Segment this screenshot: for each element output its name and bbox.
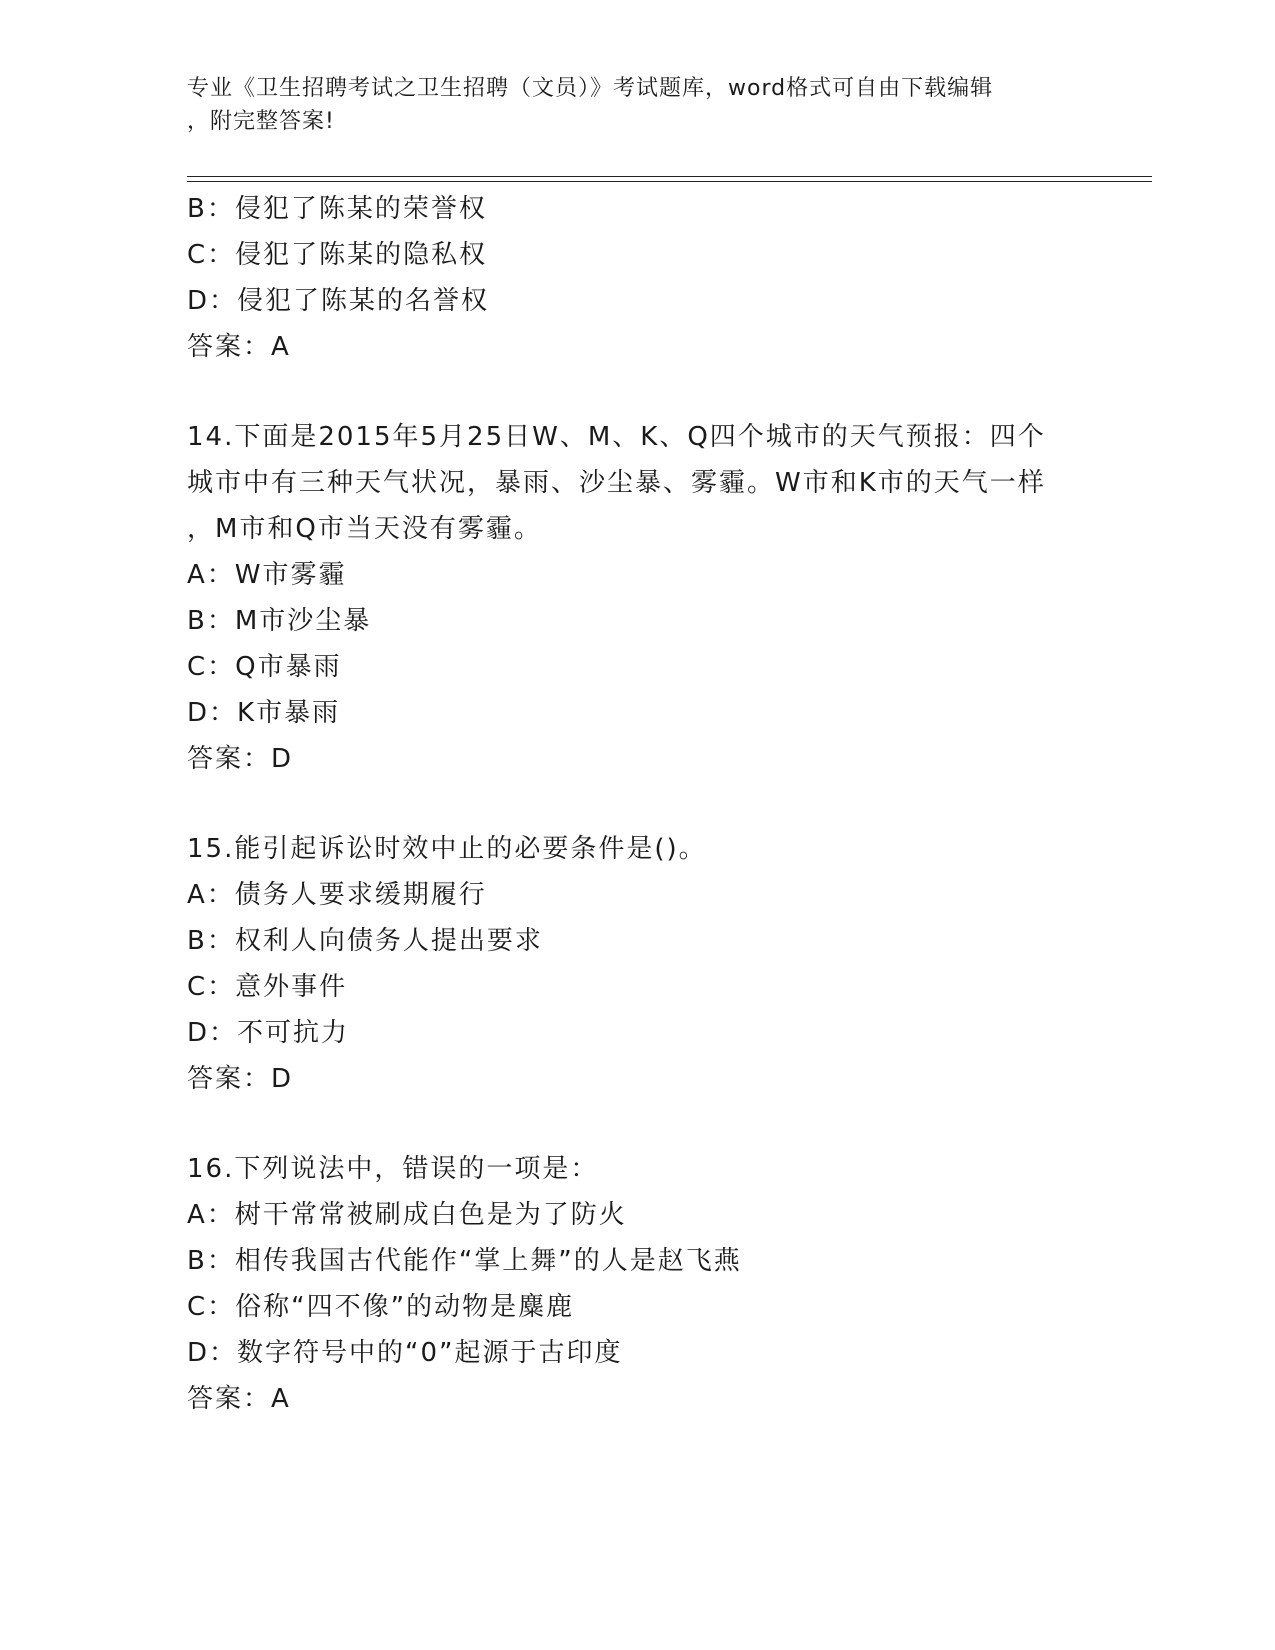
- option-a: A：W市雾霾: [187, 560, 347, 590]
- option-b: B：侵犯了陈某的荣誉权: [187, 194, 487, 224]
- header-line-1: 专业《卫生招聘考试之卫生招聘（文员）》考试题库，word格式可自由下载编辑: [187, 76, 994, 101]
- answer: 答案：D: [187, 1064, 294, 1094]
- option-a: A：债务人要求缓期履行: [187, 880, 487, 910]
- option-c: C：意外事件: [187, 972, 348, 1002]
- document-header: [187, 72, 1087, 138]
- question-stem: 16.下列说法中，错误的一项是：: [187, 1154, 599, 1184]
- header-divider-top: [187, 176, 1152, 177]
- answer: 答案：A: [187, 332, 291, 362]
- answer: 答案：D: [187, 744, 294, 774]
- question-stem-line-1: 14.下面是2015年5月25日W、M、K、Q四个城市的天气预报：四个: [187, 422, 1046, 452]
- question-14: [187, 414, 1147, 782]
- question-stem-line-3: ，M市和Q市当天没有雾霾。: [187, 514, 542, 544]
- answer: 答案：A: [187, 1384, 291, 1414]
- option-b: B：M市沙尘暴: [187, 606, 372, 636]
- option-d: D：侵犯了陈某的名誉权: [187, 286, 490, 316]
- option-d: D：不可抗力: [187, 1018, 350, 1048]
- question-stem: 15.能引起诉讼时效中止的必要条件是()。: [187, 834, 707, 864]
- header-line-2: ，附完整答案!: [187, 109, 335, 134]
- spacer: [187, 782, 1147, 826]
- option-c: C：侵犯了陈某的隐私权: [187, 240, 488, 270]
- question-13: [187, 186, 1147, 370]
- option-b: B：权利人向债务人提出要求: [187, 926, 543, 956]
- option-b: B：相传我国古代能作“掌上舞”的人是赵飞燕: [187, 1246, 742, 1276]
- question-15: [187, 826, 1147, 1102]
- option-a: A：树干常常被刷成白色是为了防火: [187, 1200, 627, 1230]
- question-stem-line-2: 城市中有三种天气状况，暴雨、沙尘暴、雾霾。W市和K市的天气一样: [187, 468, 1046, 498]
- question-16: [187, 1146, 1147, 1422]
- document-body: [187, 186, 1147, 1422]
- header-divider-bottom: [187, 181, 1152, 182]
- option-c: C：俗称“四不像”的动物是麋鹿: [187, 1292, 575, 1322]
- option-c: C：Q市暴雨: [187, 652, 342, 682]
- option-d: D：数字符号中的“0”起源于古印度: [187, 1338, 623, 1368]
- option-d: D：K市暴雨: [187, 698, 341, 728]
- spacer: [187, 370, 1147, 414]
- spacer: [187, 1102, 1147, 1146]
